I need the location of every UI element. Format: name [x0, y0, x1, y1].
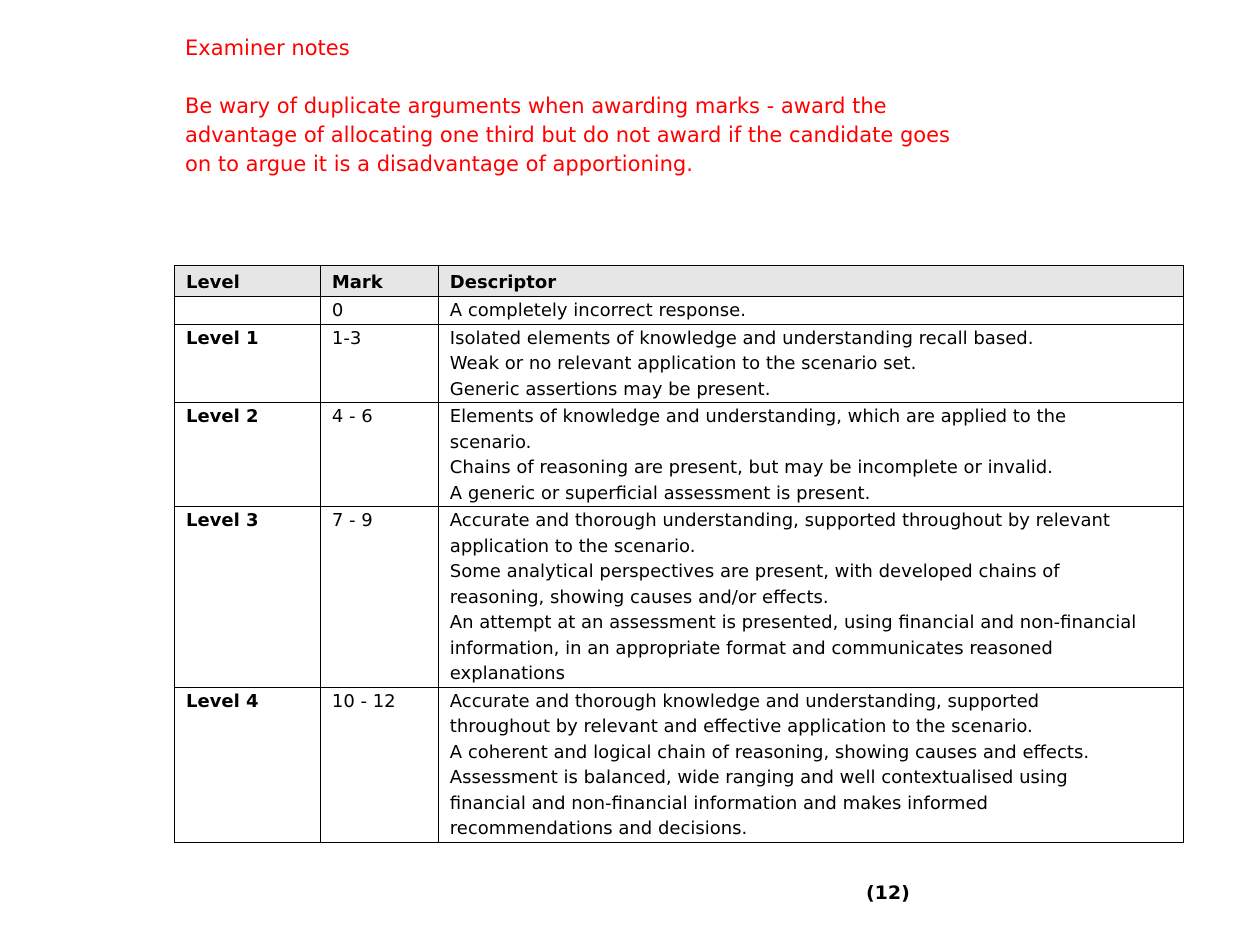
descriptor-line: An attempt at an assessment is presented, using financial and non-financial	[449, 612, 1137, 633]
table-row	[175, 403, 1184, 507]
descriptor-line: Isolated elements of knowledge and understanding recall based.	[449, 327, 1034, 349]
descriptor-line: Some analytical perspectives are present, with developed chains of	[449, 561, 1060, 582]
descriptor-line: information, in an appropriate format and communicates reasoned	[449, 637, 1053, 659]
table-row	[175, 324, 1184, 403]
table-row	[175, 507, 1184, 688]
descriptor-line: A completely incorrect response.	[449, 300, 746, 321]
descriptor-line: Assessment is balanced, wide ranging and well contextualised using	[449, 767, 1068, 788]
descriptor-line: financial and non-financial information and makes informed	[449, 792, 988, 814]
examiner-notes-heading: Examiner notes	[185, 36, 350, 60]
mark-cell: 10 - 12	[320, 687, 438, 842]
descriptor-line: Accurate and thorough understanding, supported throughout by relevant	[449, 510, 1110, 531]
header-level: Level	[175, 266, 321, 297]
descriptor-cell	[438, 687, 1183, 842]
total-marks: (12)	[866, 882, 910, 904]
level-cell	[175, 297, 321, 325]
descriptor-line: explanations	[449, 663, 565, 684]
descriptor-cell	[438, 403, 1183, 507]
level-cell: Level 2	[175, 403, 321, 507]
mark-cell: 4 - 6	[320, 403, 438, 507]
descriptor-line: Elements of knowledge and understanding, which are applied to the	[449, 406, 1067, 427]
descriptor-cell	[438, 297, 1183, 325]
examiner-note-line: on to argue it is a disadvantage of apportioning.	[185, 152, 693, 176]
descriptor-line: Generic assertions may be present.	[449, 378, 771, 400]
examiner-note-line: advantage of allocating one third but do not award if the candidate goes	[185, 123, 950, 147]
examiner-notes	[185, 34, 1085, 179]
descriptor-line: reasoning, showing causes and/or effects.	[449, 586, 829, 608]
table-row	[175, 687, 1184, 842]
examiner-notes-body	[185, 92, 1085, 179]
table-header-row	[175, 266, 1184, 297]
level-cell: Level 1	[175, 324, 321, 403]
descriptor-line: Weak or no relevant application to the scenario set.	[449, 353, 917, 374]
descriptor-line: throughout by relevant and effective application to the scenario.	[449, 716, 1033, 737]
descriptor-line: application to the scenario.	[449, 535, 696, 557]
mark-cell: 1-3	[320, 324, 438, 403]
descriptor-line: A generic or superficial assessment is present.	[449, 482, 871, 504]
descriptor-cell	[438, 507, 1183, 688]
header-mark: Mark	[320, 266, 438, 297]
descriptor-line: A coherent and logical chain of reasoning, showing causes and effects.	[449, 741, 1090, 763]
mark-cell: 7 - 9	[320, 507, 438, 688]
descriptor-line: Accurate and thorough knowledge and understanding, supported	[449, 690, 1040, 712]
descriptor-line: recommendations and decisions.	[449, 818, 748, 839]
header-descriptor: Descriptor	[438, 266, 1183, 297]
table-row	[175, 297, 1184, 325]
descriptor-line: scenario.	[449, 431, 532, 453]
descriptor-line: Chains of reasoning are present, but may be incomplete or invalid.	[449, 457, 1053, 478]
examiner-note-line: Be wary of duplicate arguments when awarding marks - award the	[185, 94, 887, 118]
mark-cell: 0	[320, 297, 438, 325]
level-cell: Level 3	[175, 507, 321, 688]
levels-mark-scheme-table	[174, 265, 1184, 843]
level-cell: Level 4	[175, 687, 321, 842]
descriptor-cell	[438, 324, 1183, 403]
